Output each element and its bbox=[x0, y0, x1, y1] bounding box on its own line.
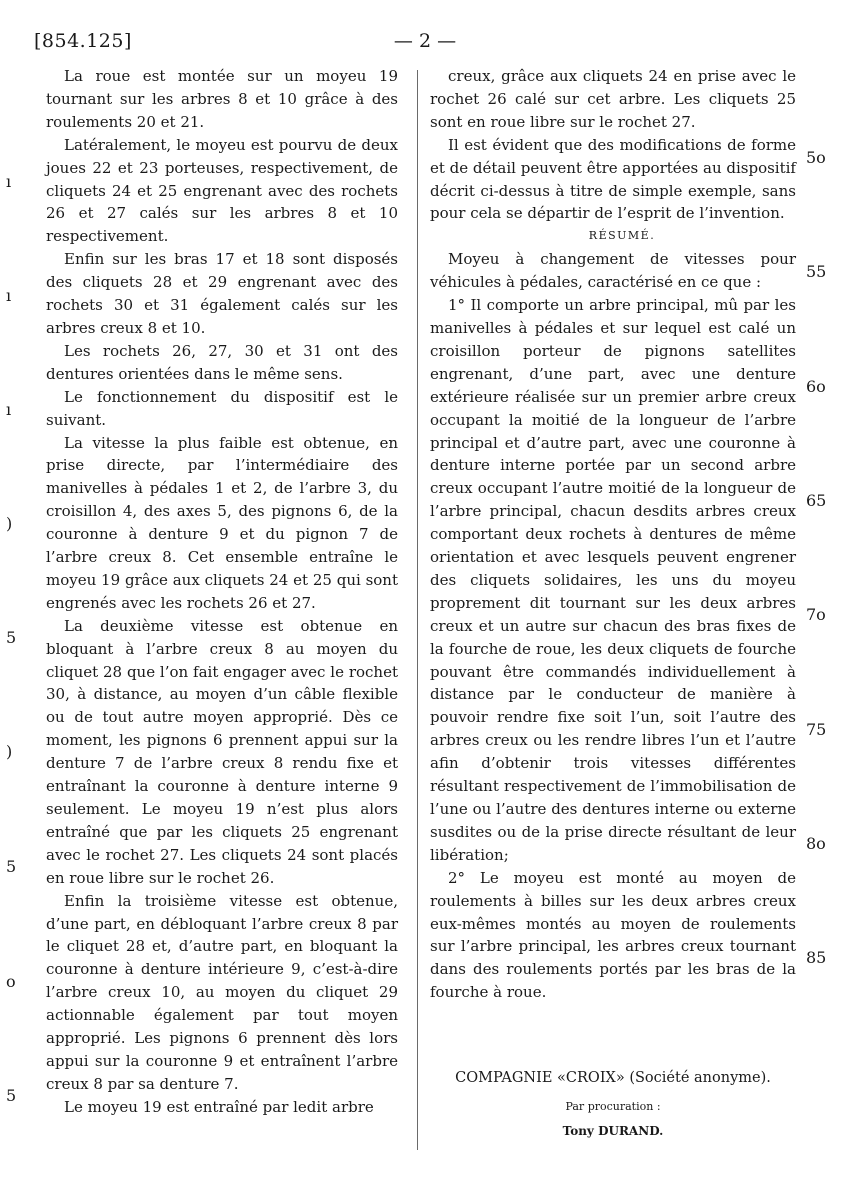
margin-mark: ı bbox=[6, 286, 12, 305]
margin-mark: 5 bbox=[6, 857, 17, 876]
line-number: 65 bbox=[806, 491, 827, 510]
line-number: 75 bbox=[806, 720, 827, 739]
paragraph: Les rochets 26, 27, 30 et 31 ont des dentures orientées dans le même sens. bbox=[46, 341, 398, 383]
margin-mark: ) bbox=[6, 742, 13, 761]
paragraph: 2° Le moyeu est monté au moyen de roulements à billes sur les deux arbres creux eux-mêmes montés au moyen de roulements sur l’arbre principal, les arbres creux tournant dans des roulements portés par les bras de la fourche à roue. bbox=[430, 868, 796, 1002]
paragraph: Enfin la troisième vitesse est obtenue, d’une part, en débloquant l’arbre creux 8 par le cliquet 28 et, d’autre part, en bloquant la couronne à denture intérieure 9, c’est-à-dire l’arbre creux 10, au moyen du cliquet 29 actionnable également par tout moyen approprié. Les pignons 6 prennent dès lors appui sur la couronne 9 et entraînent l’arbre creux 8 par sa denture 7. bbox=[46, 891, 398, 1093]
left-column bbox=[46, 65, 398, 1119]
line-number: 8o bbox=[806, 834, 826, 853]
signatory-name: Tony DURAND. bbox=[562, 1124, 664, 1138]
margin-mark: 5 bbox=[6, 628, 17, 647]
line-number: 5o bbox=[806, 148, 826, 167]
paragraph: La deuxième vitesse est obtenue en bloquant à l’arbre creux 8 au moyen du cliquet 28 que l’on fait engager avec le rochet 30, à distance, au moyen d’un câble flexible ou de tout autre moyen approprié. Dès ce moment, les pignons 6 prennent appui sur la denture 7 de l’arbre creux 8 rendu fixe et entraînant la couronne à denture interne 9 seulement. Le moyeu 19 n’est plus alors entraîné que par les cliquets 25 engrenant avec le rochet 27. Les cliquets 24 sont placés en roue libre sur le rochet 26. bbox=[46, 616, 398, 887]
margin-mark: 5 bbox=[6, 1086, 17, 1105]
margin-mark: o bbox=[6, 972, 16, 991]
paragraph: Latéralement, le moyeu est pourvu de deux joues 22 et 23 porteuses, respectivement, de cliquets 24 et 25 engrenant avec des rochets 26 et 27 calés sur les arbres 8 et 10 respectivement. bbox=[46, 135, 398, 246]
paragraph: La vitesse la plus faible est obtenue, en prise directe, par l’intermédiaire des manivelles à pédales 1 et 2, de l’arbre 3, du croisillon 4, des axes 5, des pignons 6, de la couronne à denture 9 et du pignon 7 de l’arbre creux 8. Cet ensemble entraîne le moyeu 19 grâce aux cliquets 24 et 25 qui sont engrenés avec les rochets 26 et 27. bbox=[46, 433, 398, 612]
paragraph: creux, grâce aux cliquets 24 en prise avec le rochet 26 calé sur cet arbre. Les cliquets 25 sont en roue libre sur le rochet 27. bbox=[430, 67, 796, 131]
patent-number: [854.125] bbox=[34, 30, 132, 52]
paragraph: Moyeu à changement de vitesses pour véhicules à pédales, caractérisé en ce que : bbox=[430, 250, 796, 292]
paragraph: 1° Il comporte un arbre principal, mû par les manivelles à pédales et sur lequel est calé un croisillon porteur de pignons satellites engrenant, d’une part, avec une denture extérieure réalisée sur un premier arbre creux occupant la moitié de la longueur de l’arbre principal et d’autre part, avec une couronne à denture interne portée par un second arbre creux occupant l’autre moitié de la longueur de l’arbre principal, chacun desdits arbres creux comportant deux rochets à dentures de même orientation et avec lesquels peuvent engrener des cliquets solidaires, les uns du moyeu proprement dit tournant sur les deux arbres creux et un autre sur chacun des bras fixes de la fourche de roue, les deux cliquets de fourche pouvant être commandés individuellement à distance par le conducteur de manière à pouvoir rendre fixe soit l’un, soit l’autre des arbres creux ou les rendre libres l’un et l’autre afin d’obtenir trois vitesses différentes résultant respectivement de l’immobilisation de l’une ou l’autre des dentures interne ou externe susdites ou de la prise directe résultant de leur libération; bbox=[430, 296, 796, 864]
margin-mark: ı bbox=[6, 172, 12, 191]
line-number: 6o bbox=[806, 377, 826, 396]
margin-mark: ) bbox=[6, 514, 13, 533]
paragraph: La roue est montée sur un moyeu 19 tournant sur les arbres 8 et 10 grâce à des roulements 20 et 21. bbox=[46, 67, 398, 131]
line-number: 7o bbox=[806, 605, 826, 624]
margin-mark: ı bbox=[6, 400, 12, 419]
right-column bbox=[430, 65, 796, 1004]
line-number: 55 bbox=[806, 262, 827, 281]
paragraph: Il est évident que des modifications de forme et de détail peuvent être apportées au dispositif décrit ci-dessus à titre de simple exemple, sans pour cela se départir de l’esprit de l’invention. bbox=[430, 135, 796, 223]
paragraph: Le moyeu 19 est entraîné par ledit arbre bbox=[64, 1097, 374, 1116]
column-divider bbox=[417, 70, 418, 1150]
line-number: 85 bbox=[806, 948, 827, 967]
procuration-label: Par procuration : bbox=[565, 1100, 661, 1113]
page-header bbox=[0, 30, 850, 60]
page-number: — 2 — bbox=[393, 30, 457, 52]
paragraph: Enfin sur les bras 17 et 18 sont disposés des cliquets 28 et 29 engrenant avec des rochets 30 et 31 également calés sur les arbres creux 8 et 10. bbox=[46, 250, 398, 337]
paragraph: Le fonctionnement du dispositif est le suivant. bbox=[46, 387, 398, 429]
company-name: COMPAGNIE «CROIX» (Société anonyme). bbox=[455, 1070, 771, 1086]
resume-heading: RÉSUMÉ. bbox=[588, 229, 656, 243]
